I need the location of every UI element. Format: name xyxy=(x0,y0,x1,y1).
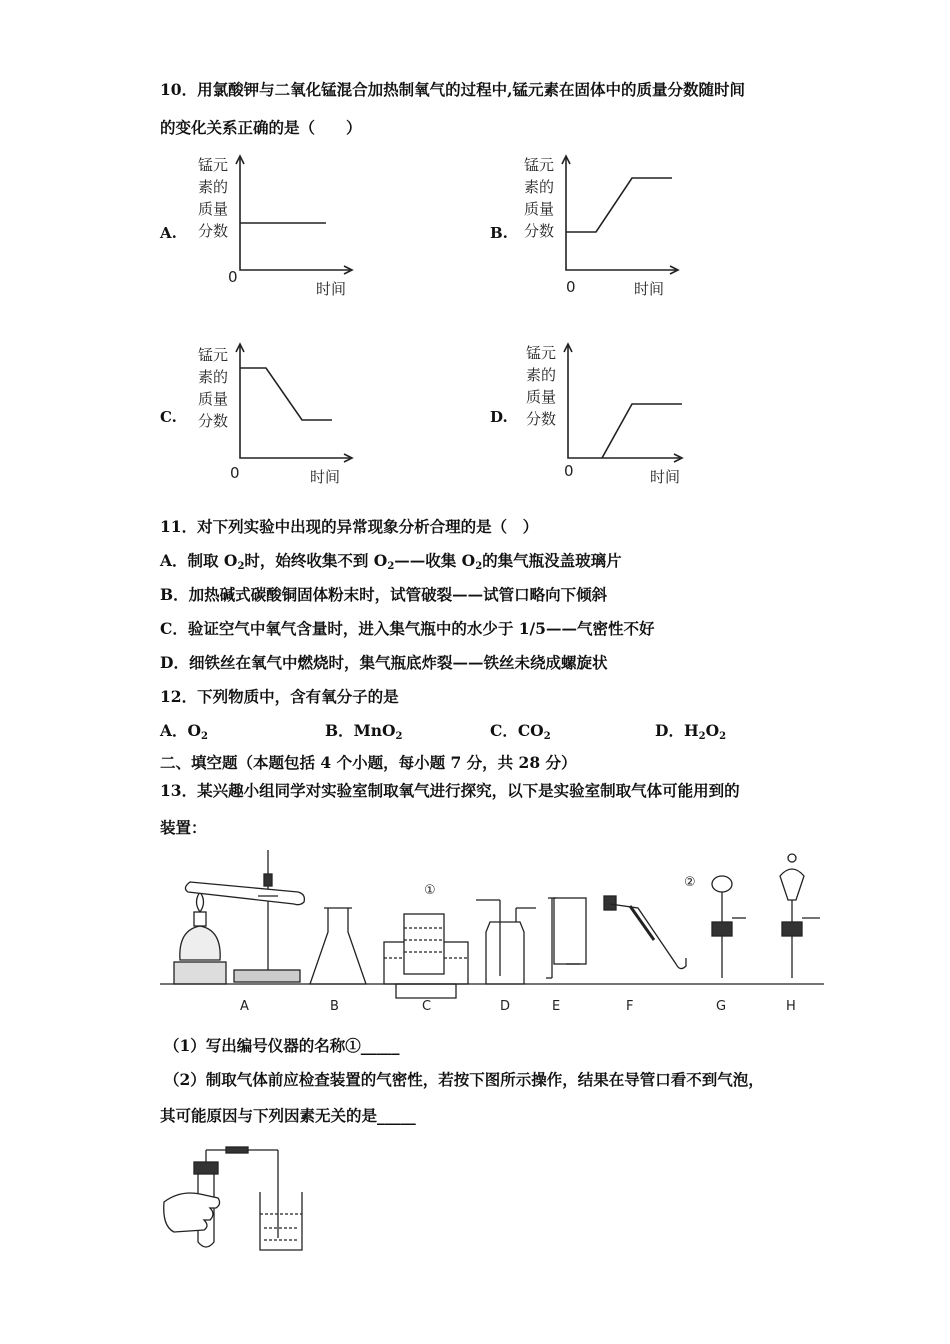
svg-text:A: A xyxy=(240,999,249,1014)
q12-option-b: B．MnO$_2$ xyxy=(325,721,403,742)
q13-sub2-line2: 其可能原因与下列因素无关的是_____ xyxy=(160,1106,416,1125)
graph-c-option: C. xyxy=(160,408,177,426)
q12-option-a: A．$O_2$ xyxy=(160,721,208,742)
apparatus-g xyxy=(712,876,746,978)
svg-text:E: E xyxy=(552,999,561,1014)
graph-a-axes xyxy=(240,158,350,270)
svg-text:C: C xyxy=(422,999,432,1014)
svg-text:质量: 质量 xyxy=(198,200,229,218)
graph-d-axes xyxy=(568,346,680,458)
q13-stem-line2: 装置： xyxy=(160,818,207,837)
q12-option-c: C．$CO_2$ xyxy=(490,721,551,742)
svg-text:分数: 分数 xyxy=(526,410,557,428)
q11-option-b: B．加热碱式碳酸铜固体粉末时，试管破裂——试管口略向下倾斜 xyxy=(160,585,608,604)
marker-2: ② xyxy=(684,875,696,890)
q12-stem: 12．下列物质中，含有氧分子的是 xyxy=(160,687,399,706)
graph-a-option: A. xyxy=(160,224,177,242)
svg-text:锰元: 锰元 xyxy=(526,344,557,362)
svg-text:素的: 素的 xyxy=(198,368,229,386)
svg-text:B: B xyxy=(330,999,339,1014)
svg-text:时间: 时间 xyxy=(310,468,341,486)
apparatus-b xyxy=(310,908,366,984)
apparatus-d xyxy=(476,900,536,984)
q11-option-a: A．制取 $O_2$时，始终收集不到 $O_2——$收集 $O_2$的集气瓶没盖玻璃片 xyxy=(160,551,622,572)
q10-graph-c xyxy=(150,338,370,492)
lab-apparatus-figure xyxy=(160,848,825,1022)
svg-text:分数: 分数 xyxy=(198,412,229,430)
q10-graph-b xyxy=(480,150,700,304)
section-2-heading: 二、填空题（本题包括 4 个小题，每小题 7 分，共 28 分） xyxy=(160,753,577,772)
svg-text:锰元: 锰元 xyxy=(198,346,229,364)
svg-text:H: H xyxy=(786,999,796,1014)
svg-text:0: 0 xyxy=(566,278,576,296)
graph-c-axes xyxy=(240,346,350,458)
svg-text:G: G xyxy=(716,999,727,1014)
svg-text:素的: 素的 xyxy=(526,366,557,384)
q12-option-d: D．$H_2O_2$ xyxy=(655,721,727,742)
q13-sub1: （1）写出编号仪器的名称①_____ xyxy=(164,1036,400,1055)
svg-text:时间: 时间 xyxy=(316,280,347,298)
q10-stem-line1: 10．用氯酸钾与二氧化锰混合加热制氧气的过程中,锰元素在固体中的质量分数随时间 xyxy=(160,80,745,99)
q10-graph-d xyxy=(480,338,700,492)
svg-text:锰元: 锰元 xyxy=(524,156,555,174)
svg-text:素的: 素的 xyxy=(524,178,555,196)
q10-stem-line2: 的变化关系正确的是（ ） xyxy=(160,118,362,137)
graph-d-option: D. xyxy=(490,408,508,426)
apparatus-e xyxy=(546,898,586,978)
q12-options xyxy=(160,719,780,741)
svg-text:0: 0 xyxy=(564,462,574,480)
graph-c-curve xyxy=(240,368,332,420)
marker-1: ① xyxy=(424,883,436,898)
q10-graph-a xyxy=(150,150,370,304)
svg-text:质量: 质量 xyxy=(526,388,557,406)
svg-text:锰元: 锰元 xyxy=(198,156,229,174)
svg-text:分数: 分数 xyxy=(198,222,229,240)
graph-b-axes xyxy=(566,158,676,270)
q11-option-d: D．细铁丝在氧气中燃烧时，集气瓶底炸裂——铁丝未绕成螺旋状 xyxy=(160,653,608,672)
svg-text:0: 0 xyxy=(230,464,240,482)
svg-text:D: D xyxy=(500,999,511,1014)
apparatus-a xyxy=(174,850,304,984)
apparatus-h xyxy=(780,854,820,978)
graph-b-curve xyxy=(566,178,672,232)
svg-text:素的: 素的 xyxy=(198,178,229,196)
svg-text:质量: 质量 xyxy=(198,390,229,408)
q13-sub2-line1: （2）制取气体前应检查装置的气密性，若按下图所示操作，结果在导管口看不到气泡， xyxy=(164,1070,764,1089)
apparatus-f xyxy=(604,896,686,969)
svg-text:时间: 时间 xyxy=(650,468,681,486)
svg-text:0: 0 xyxy=(228,268,238,286)
apparatus-c xyxy=(384,914,468,998)
airtightness-figure xyxy=(160,1142,320,1258)
svg-text:质量: 质量 xyxy=(524,200,555,218)
q11-option-c: C．验证空气中氧气含量时，进入集气瓶中的水少于 1/5——气密性不好 xyxy=(160,619,655,638)
svg-text:时间: 时间 xyxy=(634,280,665,298)
graph-b-option: B. xyxy=(490,224,508,242)
q11-stem: 11．对下列实验中出现的异常现象分析合理的是（ ） xyxy=(160,517,539,536)
q13-stem-line1: 13．某兴趣小组同学对实验室制取氧气进行探究，以下是实验室制取气体可能用到的 xyxy=(160,781,740,800)
svg-text:F: F xyxy=(626,999,634,1014)
svg-text:分数: 分数 xyxy=(524,222,555,240)
graph-d-curve xyxy=(602,404,682,458)
